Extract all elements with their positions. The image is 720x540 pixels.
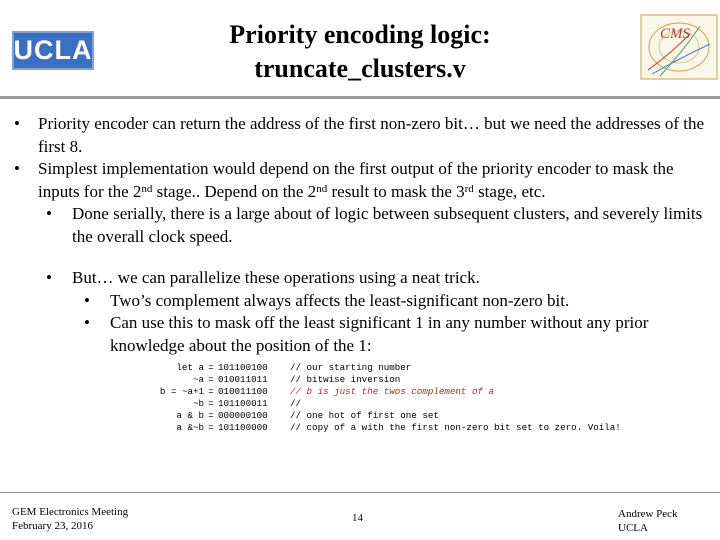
code-line [110, 386, 621, 398]
slide-title [200, 18, 520, 86]
footer-author-info [618, 507, 678, 535]
code-value: 101100100 [218, 362, 268, 373]
code-expression: let a [176, 362, 204, 373]
code-comment: // bitwise inversion [290, 374, 401, 385]
bullet-dot-icon: • [84, 313, 90, 332]
code-equals: = [208, 410, 214, 421]
title-line-1: Priority encoding logic: [229, 20, 491, 49]
cms-logo-text: CMS [660, 26, 690, 42]
bullet-item [12, 267, 712, 290]
code-comment: // b is just the twos complement of a [290, 386, 494, 397]
bullet-text: Done serially, there is a large about of logic between subsequent clusters, and severely limits the overall clock speed. [72, 204, 703, 246]
bullet-dot-icon: • [14, 159, 20, 178]
code-equals: = [208, 422, 214, 433]
bullet-item [12, 290, 712, 313]
code-comment: // our starting number [290, 362, 412, 373]
page-number: 14 [352, 512, 363, 524]
bullet-item [12, 203, 712, 248]
bullet-text: Simplest implementation would depend on the first output of the priority encoder to mask the inputs for the 2 [38, 159, 674, 201]
code-value: 101100011 [218, 398, 268, 409]
bullet-text: Priority encoder can return the address of the first non-zero bit… but we need the addresses of the first 8. [38, 114, 705, 156]
code-expression: ~b [192, 398, 204, 409]
bullet-text: Can use this to mask off the least significant 1 in any number without any prior knowledge about the position of the 1: [110, 313, 649, 355]
code-comment: // [290, 398, 302, 409]
bullet-item [12, 113, 712, 158]
ucla-logo: UCLA [12, 31, 94, 70]
header-divider [0, 96, 720, 99]
code-equals: = [208, 374, 214, 385]
footer-divider [0, 492, 720, 493]
bullet-item [12, 312, 712, 357]
bullet-dot-icon: • [14, 114, 20, 133]
code-equals: = [208, 386, 214, 397]
ordinal-suffix: nd [141, 182, 153, 195]
code-value: 010011011 [218, 374, 268, 385]
ordinal-suffix: rd [464, 182, 474, 195]
code-value: 000000100 [218, 410, 268, 421]
code-expression: ~a [192, 374, 204, 385]
bullet-text: result to mask the 3 [327, 181, 465, 201]
code-line [110, 422, 621, 434]
bullet-item [12, 158, 712, 203]
code-comment: // copy of a with the first non-zero bit set to zero. Voila! [290, 422, 621, 433]
footer-author: Andrew Peck [618, 508, 678, 520]
bullet-spacer [12, 248, 712, 267]
footer-meeting-info [12, 505, 128, 533]
footer-meeting-name: GEM Electronics Meeting [12, 506, 129, 518]
code-line [110, 398, 621, 410]
cms-logo [640, 14, 718, 80]
bullet-text: stage.. Depend on the 2 [152, 181, 317, 201]
code-example [110, 362, 621, 434]
footer-date: February 23, 2016 [12, 520, 93, 532]
code-line [110, 410, 621, 422]
code-value: 010011100 [218, 386, 268, 397]
code-equals: = [208, 362, 214, 373]
bullet-dot-icon: • [46, 268, 52, 287]
bullet-dot-icon: • [46, 204, 52, 223]
code-expression: a &~b [176, 422, 204, 433]
code-expression: b = ~a+1 [159, 386, 204, 397]
bullet-list [12, 113, 712, 357]
ordinal-suffix: nd [316, 182, 328, 195]
code-equals: = [208, 398, 214, 409]
footer-affiliation: UCLA [618, 522, 648, 534]
title-line-2: truncate_clusters.v [254, 54, 466, 83]
code-line [110, 374, 621, 386]
bullet-text: Two’s complement always affects the least-significant non-zero bit. [110, 290, 570, 310]
bullet-text: stage, etc. [473, 181, 546, 201]
code-comment: // one hot of first one set [290, 410, 439, 421]
code-expression: a & b [176, 410, 204, 421]
code-value: 101100000 [218, 422, 268, 433]
code-line [110, 362, 621, 374]
bullet-dot-icon: • [84, 290, 90, 310]
slide-header [0, 0, 720, 98]
bullet-text: But… we can parallelize these operations using a neat trick. [72, 268, 480, 287]
